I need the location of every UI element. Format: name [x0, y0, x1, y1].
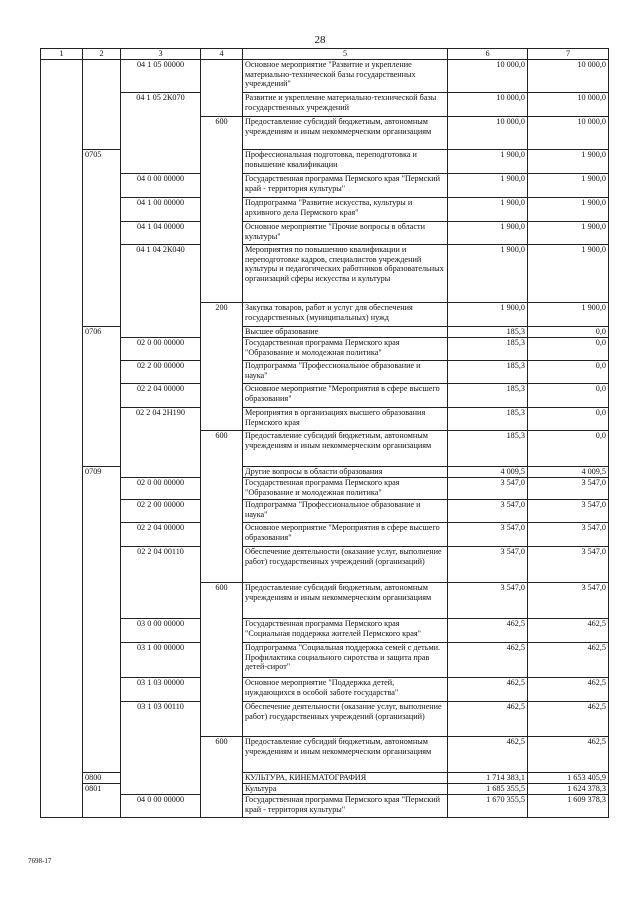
target-article-cell: 03 1 03 00000 — [121, 678, 201, 702]
column-1-cell — [41, 678, 83, 702]
target-article-cell: 02 2 00 00000 — [121, 500, 201, 523]
amount-year-1-cell: 462,5 — [448, 678, 528, 702]
expense-type-cell — [201, 784, 243, 795]
amount-year-1-cell: 10 000,0 — [448, 93, 528, 117]
amount-year-2-cell: 0,0 — [528, 408, 609, 431]
amount-year-1-cell: 1 685 355,5 — [448, 784, 528, 795]
table-body — [41, 60, 609, 818]
section-code-cell — [83, 478, 121, 500]
description-cell: Обеспечение деятельности (оказание услуг, выполнение работ) государственных учреждений (организаций) — [243, 702, 448, 737]
expense-type-cell — [201, 198, 243, 222]
description-cell: Предоставление субсидий бюджетным, автономным учреждениям и иным некоммерческим организациям — [243, 737, 448, 773]
table-row — [41, 678, 609, 702]
table-row — [41, 500, 609, 523]
expense-type-cell — [201, 327, 243, 338]
column-1-cell — [41, 117, 83, 150]
column-1-cell — [41, 583, 83, 619]
table-row — [41, 303, 609, 327]
amount-year-2-cell: 1 900,0 — [528, 303, 609, 327]
table-row — [41, 408, 609, 431]
section-code-cell — [83, 702, 121, 737]
expense-type-cell — [201, 500, 243, 523]
target-article-cell: 03 0 00 00000 — [121, 619, 201, 643]
expense-type-cell — [201, 795, 243, 818]
section-code-cell — [83, 431, 121, 467]
target-article-cell: 03 1 03 00110 — [121, 702, 201, 737]
amount-year-2-cell: 3 547,0 — [528, 523, 609, 547]
description-cell: Основное мероприятие "Мероприятия в сфере высшего образования" — [243, 384, 448, 408]
column-1-cell — [41, 408, 83, 431]
amount-year-2-cell: 1 900,0 — [528, 150, 609, 174]
amount-year-1-cell: 185,3 — [448, 408, 528, 431]
target-article-cell — [121, 784, 201, 795]
column-1-cell — [41, 222, 83, 245]
amount-year-2-cell: 1 609 378,3 — [528, 795, 609, 818]
section-code-cell — [83, 643, 121, 678]
target-article-cell — [121, 737, 201, 773]
amount-year-1-cell: 462,5 — [448, 737, 528, 773]
expense-type-cell — [201, 773, 243, 784]
amount-year-2-cell: 10 000,0 — [528, 93, 609, 117]
amount-year-2-cell: 0,0 — [528, 431, 609, 467]
column-header-1: 1 — [41, 49, 83, 60]
target-article-cell — [121, 150, 201, 174]
section-code-cell — [83, 303, 121, 327]
amount-year-2-cell: 1 624 378,3 — [528, 784, 609, 795]
section-code-cell — [83, 500, 121, 523]
table-row — [41, 619, 609, 643]
expense-type-cell — [201, 547, 243, 583]
section-code-cell — [83, 60, 121, 93]
target-article-cell: 04 0 00 00000 — [121, 174, 201, 198]
expense-type-cell: 600 — [201, 737, 243, 773]
table-row — [41, 583, 609, 619]
column-1-cell — [41, 174, 83, 198]
expense-type-cell — [201, 643, 243, 678]
section-code-cell — [83, 619, 121, 643]
table-row — [41, 60, 609, 93]
amount-year-1-cell: 1 900,0 — [448, 245, 528, 303]
section-code-cell — [83, 384, 121, 408]
target-article-cell — [121, 773, 201, 784]
column-1-cell — [41, 303, 83, 327]
column-header-2: 2 — [83, 49, 121, 60]
table-row — [41, 773, 609, 784]
amount-year-1-cell: 1 714 383,1 — [448, 773, 528, 784]
table-row — [41, 117, 609, 150]
section-code-cell — [83, 117, 121, 150]
table-row — [41, 737, 609, 773]
amount-year-1-cell: 185,3 — [448, 384, 528, 408]
column-1-cell — [41, 245, 83, 303]
description-cell: Подпрограмма "Социальная поддержка семей с детьми. Профилактика социального сиротства и защита прав детей-сирот" — [243, 643, 448, 678]
amount-year-1-cell: 3 547,0 — [448, 547, 528, 583]
amount-year-1-cell: 1 900,0 — [448, 174, 528, 198]
target-article-cell: 02 2 04 2Н190 — [121, 408, 201, 431]
expense-type-cell — [201, 361, 243, 384]
description-cell: Основное мероприятие "Мероприятия в сфере высшего образования" — [243, 523, 448, 547]
section-code-cell — [83, 547, 121, 583]
section-code-cell — [83, 174, 121, 198]
section-code-cell — [83, 408, 121, 431]
column-header-3: 3 — [121, 49, 201, 60]
section-code-cell: 0705 — [83, 150, 121, 174]
amount-year-2-cell: 3 547,0 — [528, 583, 609, 619]
budget-table — [40, 48, 609, 818]
section-code-cell: 0801 — [83, 784, 121, 795]
amount-year-1-cell: 462,5 — [448, 702, 528, 737]
column-1-cell — [41, 361, 83, 384]
expense-type-cell — [201, 702, 243, 737]
amount-year-1-cell: 1 670 355,5 — [448, 795, 528, 818]
amount-year-1-cell: 1 900,0 — [448, 222, 528, 245]
amount-year-2-cell: 3 547,0 — [528, 547, 609, 583]
target-article-cell: 04 1 00 00000 — [121, 198, 201, 222]
table-row — [41, 478, 609, 500]
target-article-cell: 04 1 05 00000 — [121, 60, 201, 93]
amount-year-1-cell: 3 547,0 — [448, 478, 528, 500]
target-article-cell: 04 0 00 00000 — [121, 795, 201, 818]
description-cell: Подпрограмма "Профессиональное образование и наука" — [243, 500, 448, 523]
target-article-cell: 02 2 00 00000 — [121, 361, 201, 384]
target-article-cell — [121, 117, 201, 150]
description-cell: Закупка товаров, работ и услуг для обеспечения государственных (муниципальных) нужд — [243, 303, 448, 327]
amount-year-1-cell: 185,3 — [448, 361, 528, 384]
section-code-cell: 0800 — [83, 773, 121, 784]
amount-year-2-cell: 462,5 — [528, 619, 609, 643]
target-article-cell: 04 1 04 00000 — [121, 222, 201, 245]
column-1-cell — [41, 795, 83, 818]
table-row — [41, 384, 609, 408]
target-article-cell: 03 1 00 00000 — [121, 643, 201, 678]
amount-year-2-cell: 462,5 — [528, 737, 609, 773]
expense-type-cell — [201, 150, 243, 174]
expense-type-cell — [201, 60, 243, 93]
column-header-6: 6 — [448, 49, 528, 60]
description-cell: Предоставление субсидий бюджетным, автономным учреждениям и иным некоммерческим организациям — [243, 583, 448, 619]
document-code: 7698-17 — [28, 857, 52, 865]
amount-year-1-cell: 462,5 — [448, 619, 528, 643]
description-cell: Подпрограмма "Профессиональное образование и наука" — [243, 361, 448, 384]
description-cell: Государственная программа Пермского края "Пермский край - территория культуры" — [243, 795, 448, 818]
column-1-cell — [41, 478, 83, 500]
table-row — [41, 547, 609, 583]
section-code-cell — [83, 93, 121, 117]
expense-type-cell: 600 — [201, 431, 243, 467]
expense-type-cell — [201, 222, 243, 245]
amount-year-2-cell: 3 547,0 — [528, 478, 609, 500]
amount-year-2-cell: 462,5 — [528, 643, 609, 678]
table-row — [41, 643, 609, 678]
expense-type-cell — [201, 478, 243, 500]
table-row — [41, 93, 609, 117]
section-code-cell: 0709 — [83, 467, 121, 478]
target-article-cell — [121, 431, 201, 467]
amount-year-2-cell: 0,0 — [528, 384, 609, 408]
table-row — [41, 523, 609, 547]
expense-type-cell — [201, 384, 243, 408]
section-code-cell — [83, 795, 121, 818]
expense-type-cell — [201, 408, 243, 431]
amount-year-2-cell: 3 547,0 — [528, 500, 609, 523]
description-cell: Мероприятия по повышению квалификации и переподготовке кадров, специалистов учреждений культуры и педагогических работников образовательных организаций сферы искусства и культуры — [243, 245, 448, 303]
expense-type-cell — [201, 174, 243, 198]
section-code-cell — [83, 737, 121, 773]
page-number: 28 — [314, 34, 326, 46]
table-row — [41, 338, 609, 361]
column-1-cell — [41, 467, 83, 478]
column-1-cell — [41, 523, 83, 547]
amount-year-2-cell: 1 900,0 — [528, 245, 609, 303]
table-row — [41, 327, 609, 338]
table-row — [41, 784, 609, 795]
amount-year-2-cell: 1 900,0 — [528, 222, 609, 245]
amount-year-2-cell: 1 653 405,9 — [528, 773, 609, 784]
amount-year-1-cell: 185,3 — [448, 338, 528, 361]
amount-year-1-cell: 10 000,0 — [448, 117, 528, 150]
table-row — [41, 198, 609, 222]
description-cell: Высшее образование — [243, 327, 448, 338]
section-code-cell — [83, 222, 121, 245]
section-code-cell — [83, 678, 121, 702]
table-row — [41, 174, 609, 198]
amount-year-1-cell: 462,5 — [448, 643, 528, 678]
column-1-cell — [41, 547, 83, 583]
section-code-cell — [83, 245, 121, 303]
amount-year-2-cell: 10 000,0 — [528, 117, 609, 150]
column-1-cell — [41, 773, 83, 784]
description-cell: Мероприятия в организациях высшего образования Пермского края — [243, 408, 448, 431]
description-cell: Основное мероприятие "Развитие и укрепление материально-технической базы государственных учреждений" — [243, 60, 448, 93]
column-1-cell — [41, 784, 83, 795]
column-1-cell — [41, 737, 83, 773]
expense-type-cell: 200 — [201, 303, 243, 327]
expense-type-cell — [201, 338, 243, 361]
amount-year-1-cell: 1 900,0 — [448, 303, 528, 327]
expense-type-cell — [201, 467, 243, 478]
column-1-cell — [41, 338, 83, 361]
target-article-cell — [121, 303, 201, 327]
table-row — [41, 467, 609, 478]
column-header-4: 4 — [201, 49, 243, 60]
column-1-cell — [41, 500, 83, 523]
description-cell: Государственная программа Пермского края "Образование и молодежная политика" — [243, 478, 448, 500]
description-cell: Государственная программа Пермского края "Социальная поддержка жителей Пермского края" — [243, 619, 448, 643]
amount-year-1-cell: 10 000,0 — [448, 60, 528, 93]
column-1-cell — [41, 643, 83, 678]
table-row — [41, 150, 609, 174]
amount-year-1-cell: 3 547,0 — [448, 583, 528, 619]
description-cell: Другие вопросы в области образования — [243, 467, 448, 478]
column-1-cell — [41, 384, 83, 408]
target-article-cell — [121, 583, 201, 619]
column-1-cell — [41, 60, 83, 93]
target-article-cell: 02 0 00 00000 — [121, 478, 201, 500]
amount-year-1-cell: 185,3 — [448, 327, 528, 338]
table-header-row — [41, 49, 609, 60]
description-cell: Обеспечение деятельности (оказание услуг, выполнение работ) государственных учреждений (организаций) — [243, 547, 448, 583]
amount-year-2-cell: 1 900,0 — [528, 174, 609, 198]
column-1-cell — [41, 198, 83, 222]
section-code-cell — [83, 338, 121, 361]
amount-year-2-cell: 462,5 — [528, 678, 609, 702]
expense-type-cell: 600 — [201, 583, 243, 619]
amount-year-1-cell: 3 547,0 — [448, 523, 528, 547]
amount-year-2-cell: 0,0 — [528, 327, 609, 338]
target-article-cell: 02 2 04 00000 — [121, 523, 201, 547]
description-cell: КУЛЬТУРА, КИНЕМАТОГРАФИЯ — [243, 773, 448, 784]
amount-year-1-cell: 3 547,0 — [448, 500, 528, 523]
description-cell: Государственная программа Пермского края "Пермский край - территория культуры" — [243, 174, 448, 198]
expense-type-cell — [201, 619, 243, 643]
target-article-cell — [121, 327, 201, 338]
column-header-5: 5 — [243, 49, 448, 60]
description-cell: Подпрограмма "Развитие искусства, культуры и архивного дела Пермского края" — [243, 198, 448, 222]
amount-year-1-cell: 1 900,0 — [448, 150, 528, 174]
target-article-cell: 02 2 04 00110 — [121, 547, 201, 583]
table-row — [41, 431, 609, 467]
target-article-cell: 04 1 05 2К070 — [121, 93, 201, 117]
description-cell: Развитие и укрепление материально-технической базы государственных учреждений — [243, 93, 448, 117]
column-1-cell — [41, 93, 83, 117]
amount-year-1-cell: 4 009,5 — [448, 467, 528, 478]
expense-type-cell: 600 — [201, 117, 243, 150]
column-1-cell — [41, 431, 83, 467]
description-cell: Предоставление субсидий бюджетным, автономным учреждениям и иным некоммерческим организациям — [243, 117, 448, 150]
section-code-cell — [83, 361, 121, 384]
amount-year-1-cell: 1 900,0 — [448, 198, 528, 222]
expense-type-cell — [201, 523, 243, 547]
amount-year-2-cell: 4 009,5 — [528, 467, 609, 478]
column-header-7: 7 — [528, 49, 609, 60]
table-row — [41, 702, 609, 737]
section-code-cell — [83, 198, 121, 222]
description-cell: Основное мероприятие "Прочие вопросы в области культуры" — [243, 222, 448, 245]
expense-type-cell — [201, 93, 243, 117]
target-article-cell — [121, 467, 201, 478]
column-1-cell — [41, 327, 83, 338]
column-1-cell — [41, 702, 83, 737]
column-1-cell — [41, 619, 83, 643]
description-cell: Культура — [243, 784, 448, 795]
section-code-cell: 0706 — [83, 327, 121, 338]
description-cell: Основное мероприятие "Поддержка детей, нуждающихся в особой заботе государства" — [243, 678, 448, 702]
description-cell: Предоставление субсидий бюджетным, автономным учреждениям и иным некоммерческим организациям — [243, 431, 448, 467]
section-code-cell — [83, 583, 121, 619]
amount-year-2-cell: 0,0 — [528, 338, 609, 361]
table-row — [41, 222, 609, 245]
amount-year-2-cell: 1 900,0 — [528, 198, 609, 222]
table-row — [41, 361, 609, 384]
column-1-cell — [41, 150, 83, 174]
amount-year-2-cell: 462,5 — [528, 702, 609, 737]
table-row — [41, 245, 609, 303]
section-code-cell — [83, 523, 121, 547]
expense-type-cell — [201, 245, 243, 303]
target-article-cell: 04 1 04 2К040 — [121, 245, 201, 303]
description-cell: Государственная программа Пермского края "Образование и молодежная политика" — [243, 338, 448, 361]
target-article-cell: 02 2 04 00000 — [121, 384, 201, 408]
amount-year-1-cell: 185,3 — [448, 431, 528, 467]
amount-year-2-cell: 10 000,0 — [528, 60, 609, 93]
amount-year-2-cell: 0,0 — [528, 361, 609, 384]
description-cell: Профессиональная подготовка, переподготовка и повышение квалификации — [243, 150, 448, 174]
table-row — [41, 795, 609, 818]
expense-type-cell — [201, 678, 243, 702]
target-article-cell: 02 0 00 00000 — [121, 338, 201, 361]
